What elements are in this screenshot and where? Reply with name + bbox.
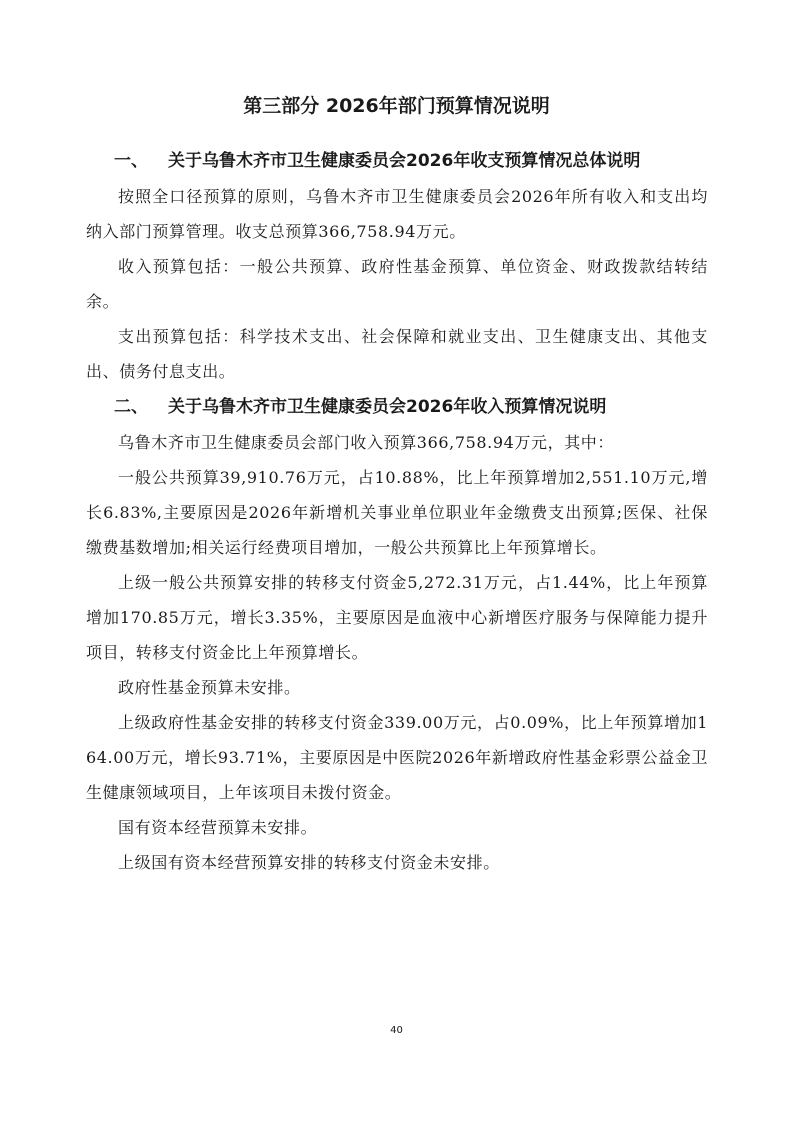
paragraph: 乌鲁木齐市卫生健康委员会部门收入预算366,758.94万元，其中： xyxy=(118,433,615,452)
page-title: 第三部分 2026年部门预算情况说明 xyxy=(243,95,550,117)
paragraph: 上级政府性基金安排的转移支付资金339.00万元，占0.09%，比上年预算增加164.00万元，增长93.71%，主要原因是中医院2026年新增政府性基金彩票公益金卫生健康领域项目，上年该项目未拨付资金。 xyxy=(86,713,708,802)
paragraph: 一般公共预算39,910.76万元，占10.88%，比上年预算增加2,551.10万元,增长6.83%,主要原因是2026年新增机关事业单位职业年金缴费支出预算;医保、社保缴费基数增加;相关运行经费项目增加，一般公共预算比上年预算增长。 xyxy=(86,468,708,557)
paragraph: 国有资本经营预算未安排。 xyxy=(118,818,318,837)
paragraph: 政府性基金预算未安排。 xyxy=(118,678,301,697)
section-heading-1 xyxy=(86,143,708,179)
section-heading-text: 关于乌鲁木齐市卫生健康委员会2026年收入预算情况说明 xyxy=(168,397,607,417)
section-heading-2 xyxy=(86,389,708,425)
section-number: 二、 xyxy=(114,397,148,417)
paragraph: 上级一般公共预算安排的转移支付资金5,272.31万元，占1.44%，比上年预算增加170.85万元，增长3.35%，主要原因是血液中心新增医疗服务与保障能力提升项目，转移支付资金比上年预算增长。 xyxy=(86,573,708,662)
page-number: 40 xyxy=(390,1025,403,1036)
paragraph: 收入预算包括：一般公共预算、政府性基金预算、单位资金、财政拨款结转结余。 xyxy=(86,257,708,311)
paragraph: 支出预算包括：科学技术支出、社会保障和就业支出、卫生健康支出、其他支出、债务付息支出。 xyxy=(86,327,708,381)
paragraph: 按照全口径预算的原则，乌鲁木齐市卫生健康委员会2026年所有收入和支出均纳入部门预算管理。收支总预算366,758.94万元。 xyxy=(86,187,708,241)
section-number: 一、 xyxy=(114,151,148,171)
paragraph: 上级国有资本经营预算安排的转移支付资金未安排。 xyxy=(118,853,500,872)
section-heading-text: 关于乌鲁木齐市卫生健康委员会2026年收支预算情况总体说明 xyxy=(168,151,641,171)
document-body xyxy=(86,143,708,880)
